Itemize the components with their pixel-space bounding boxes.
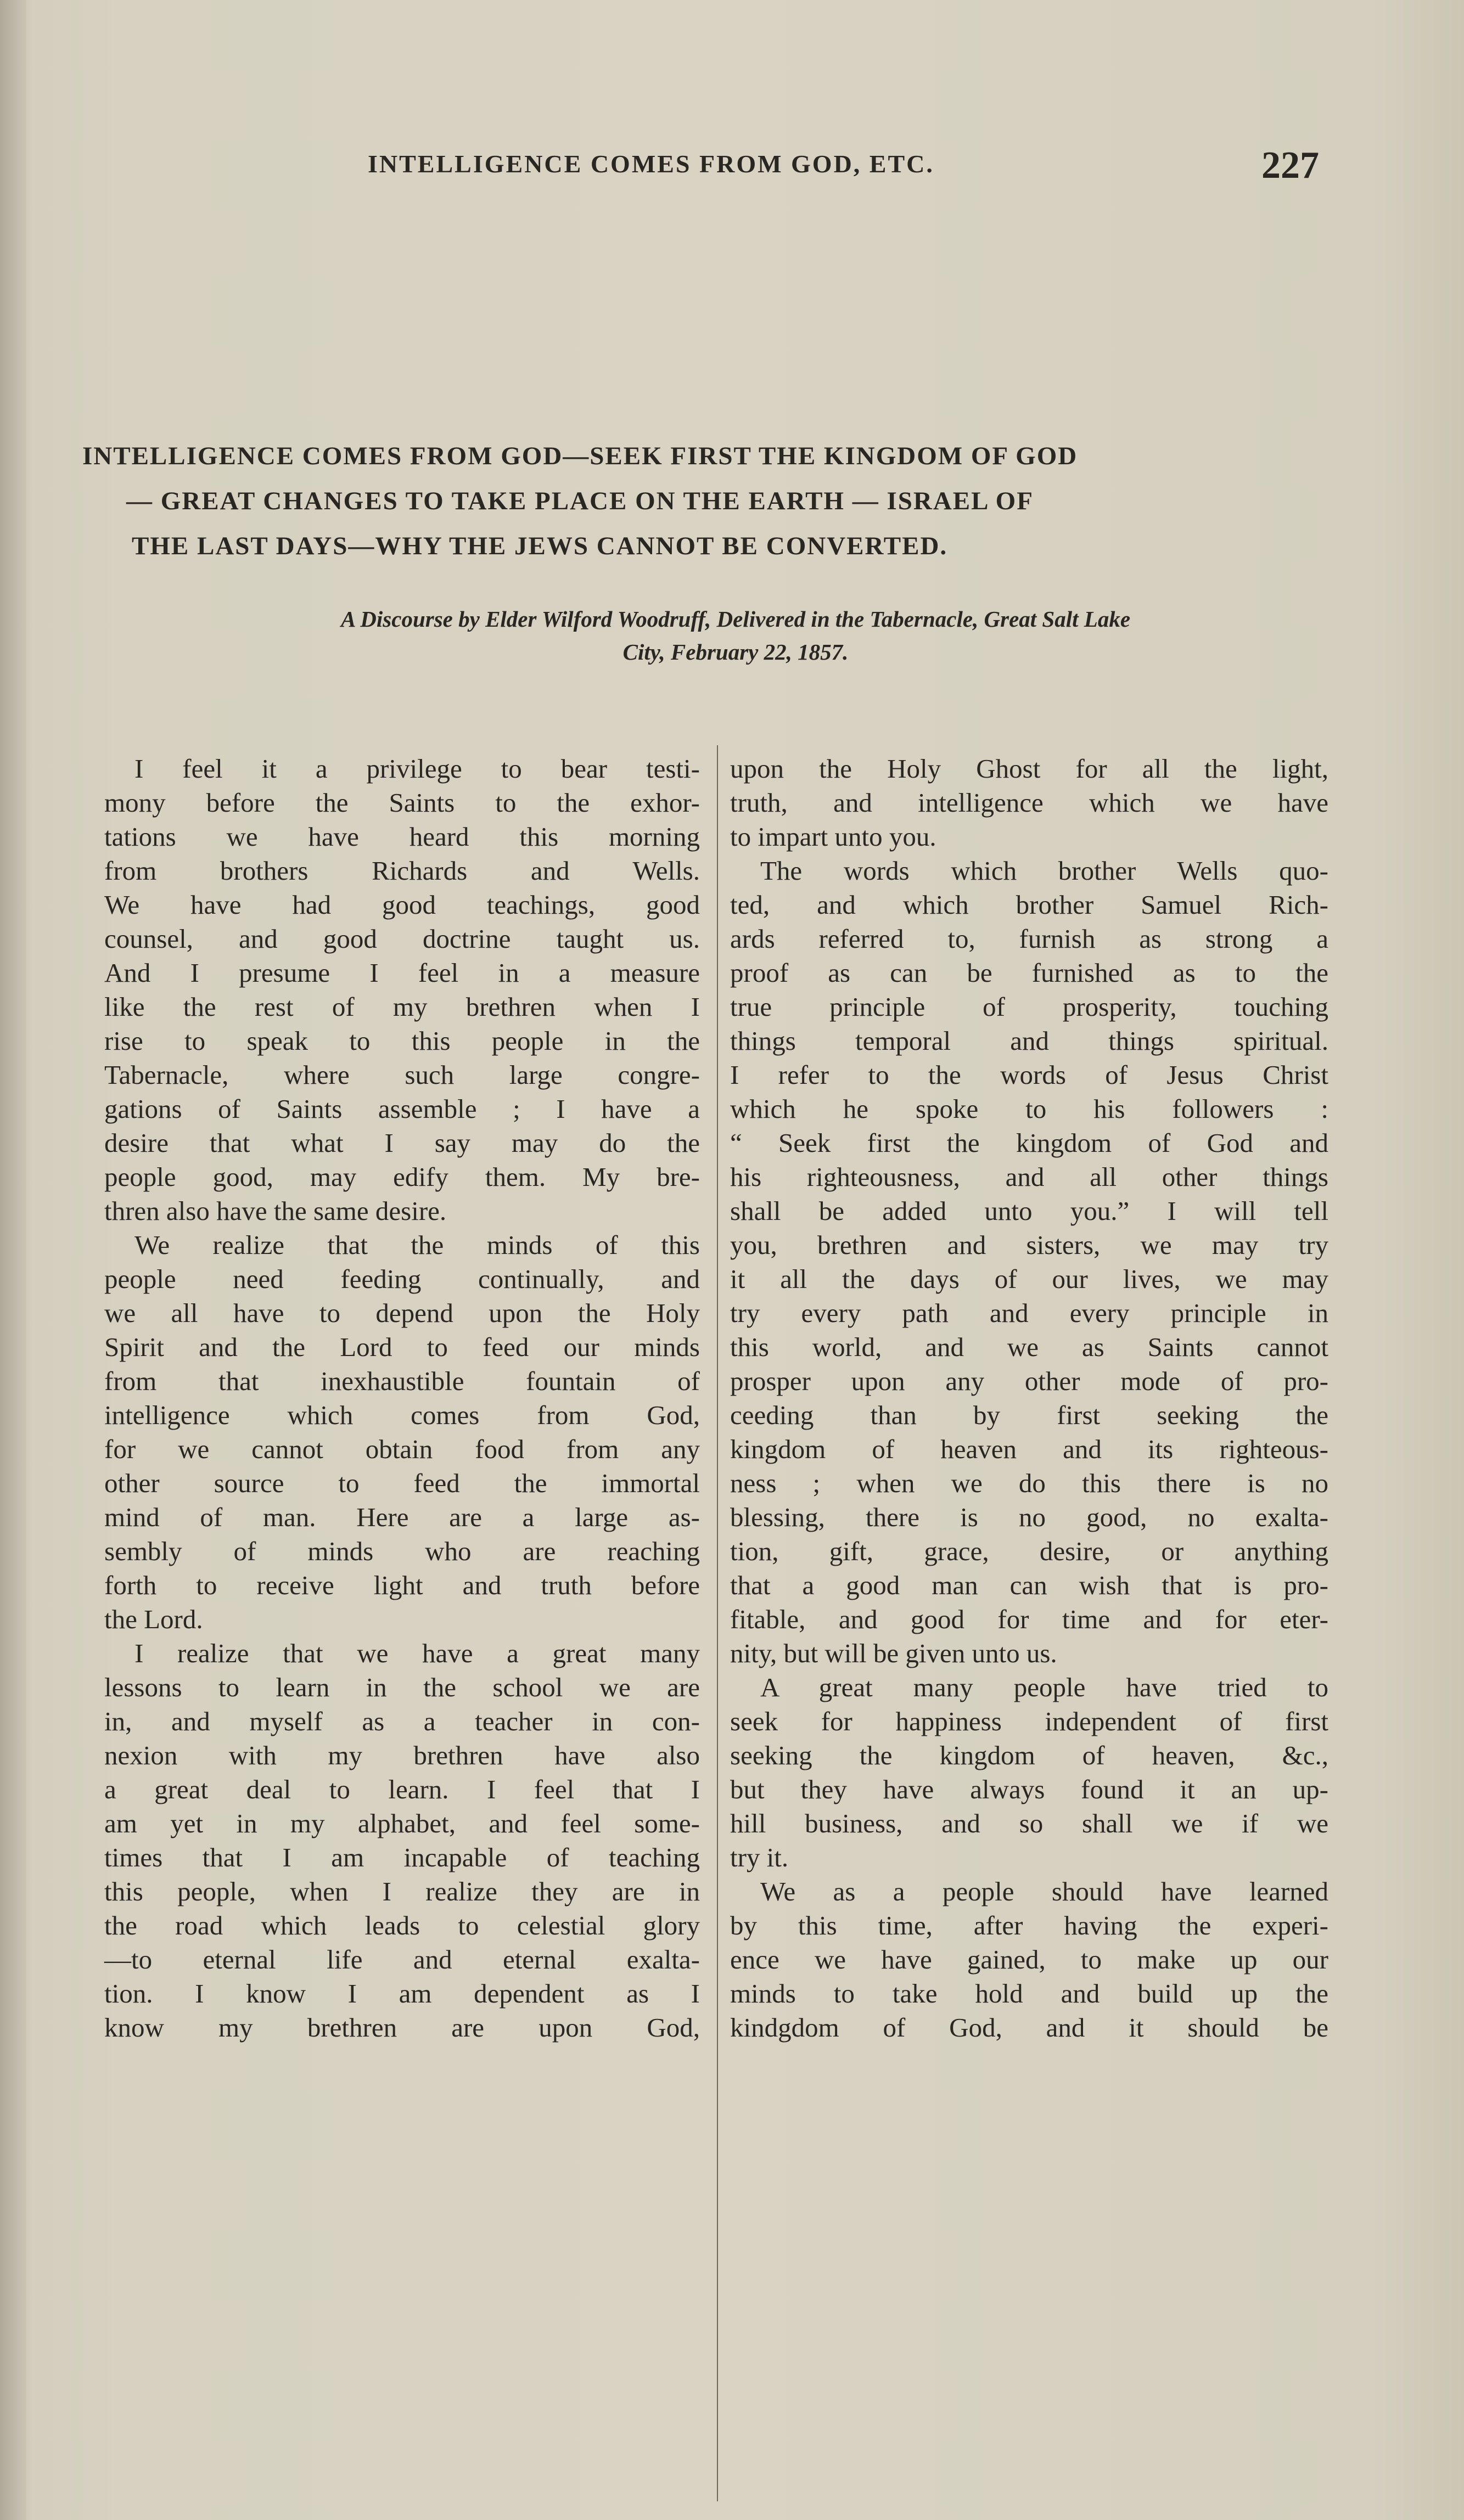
binding-shadow [0, 0, 26, 2520]
text-line: his righteousness, and all other things [730, 1162, 1328, 1192]
text-line: rise to speak to this people in the [104, 1026, 700, 1056]
text-line: We realize that the minds of this [134, 1230, 700, 1260]
text-line: counsel, and good doctrine taught us. [104, 924, 700, 954]
text-line: like the rest of my brethren when I [104, 992, 700, 1022]
text-line: seeking the kingdom of heaven, &c., [730, 1740, 1328, 1770]
text-line: ceeding than by first seeking the [730, 1400, 1328, 1430]
text-line: try it. [730, 1842, 789, 1872]
text-line: mind of man. Here are a large as- [104, 1502, 700, 1532]
text-line: A great many people have tried to [760, 1672, 1328, 1702]
text-line: tations we have heard this morning [104, 822, 700, 852]
text-line: from brothers Richards and Wells. [104, 856, 700, 886]
text-line: mony before the Saints to the exhor- [104, 788, 700, 818]
text-line: The words which brother Wells quo- [760, 856, 1328, 886]
page-number: 227 [1261, 144, 1319, 187]
text-line: prosper upon any other mode of pro- [730, 1366, 1328, 1396]
text-line: ness ; when we do this there is no [730, 1468, 1328, 1498]
text-line: this world, and we as Saints cannot [730, 1332, 1328, 1362]
text-line: hill business, and so shall we if we [730, 1808, 1328, 1838]
text-line: ted, and which brother Samuel Rich- [730, 890, 1328, 920]
text-line: this people, when I realize they are in [104, 1876, 700, 1906]
text-line: minds to take hold and build up the [730, 1978, 1328, 2009]
text-line: tion. I know I am dependent as I [104, 1978, 700, 2009]
text-line: Spirit and the Lord to feed our minds [104, 1332, 700, 1362]
text-line: I feel it a privilege to bear testi- [134, 753, 700, 784]
text-line: people need feeding continually, and [104, 1264, 700, 1294]
text-line: it all the days of our lives, we may [730, 1264, 1328, 1294]
text-line: And I presume I feel in a measure [104, 958, 700, 988]
text-line: nexion with my brethren have also [104, 1740, 700, 1770]
text-line: fitable, and good for time and for eter- [730, 1604, 1328, 1634]
text-line: ards referred to, furnish as strong a [730, 924, 1328, 954]
text-line: I refer to the words of Jesus Christ [730, 1060, 1328, 1090]
text-line: nity, but will be given unto us. [730, 1638, 1057, 1668]
text-line: proof as can be furnished as to the [730, 958, 1328, 988]
title-line: — GREAT CHANGES TO TAKE PLACE ON THE EARTH — ISRAEL OF [126, 487, 1034, 515]
text-line: upon the Holy Ghost for all the light, [730, 753, 1328, 784]
text-line: people good, may edify them. My bre- [104, 1162, 700, 1192]
subtitle-line: City, February 22, 1857. [622, 639, 849, 665]
text-line: to impart unto you. [730, 822, 936, 852]
text-line: the road which leads to celestial glory [104, 1910, 700, 1940]
text-line: other source to feed the immortal [104, 1468, 700, 1498]
text-line: the Lord. [104, 1604, 203, 1634]
running-title: INTELLIGENCE COMES FROM GOD, ETC. [368, 150, 934, 178]
text-line: thren also have the same desire. [104, 1196, 447, 1226]
left-column [104, 752, 700, 2045]
text-line: tion, gift, grace, desire, or anything [730, 1536, 1328, 1566]
running-head [0, 144, 1464, 193]
text-line: try every path and every principle in [730, 1298, 1328, 1328]
text-line: am yet in my alphabet, and feel some- [104, 1808, 700, 1838]
text-line: a great deal to learn. I feel that I [104, 1774, 700, 1804]
text-line: we all have to depend upon the Holy [104, 1298, 700, 1328]
text-line: seek for happiness independent of first [730, 1706, 1328, 1736]
discourse-subtitle [99, 603, 1372, 668]
text-line: Tabernacle, where such large congre- [104, 1060, 700, 1090]
title-line: THE LAST DAYS—WHY THE JEWS CANNOT BE CONVERTED. [132, 532, 948, 560]
text-line: We have had good teachings, good [104, 890, 700, 920]
text-line: know my brethren are upon God, [104, 2012, 700, 2043]
subtitle-line: A Discourse by Elder Wilford Woodruff, Delivered in the Tabernacle, Great Salt Lake [340, 606, 1131, 632]
text-line: which he spoke to his followers : [730, 1094, 1328, 1124]
text-line: “ Seek first the kingdom of God and [730, 1128, 1328, 1158]
text-line: desire that what I say may do the [104, 1128, 700, 1158]
text-line: gations of Saints assemble ; I have a [104, 1094, 700, 1124]
text-line: by this time, after having the experi- [730, 1910, 1328, 1940]
text-line: intelligence which comes from God, [104, 1400, 700, 1430]
text-line: you, brethren and sisters, we may try [730, 1230, 1328, 1260]
text-line: blessing, there is no good, no exalta- [730, 1502, 1328, 1532]
text-line: true principle of prosperity, touching [730, 992, 1328, 1022]
text-line: kindgdom of God, and it should be [730, 2012, 1328, 2043]
column-divider [717, 745, 718, 2501]
text-line: lessons to learn in the school we are [104, 1672, 700, 1702]
title-line: INTELLIGENCE COMES FROM GOD—SEEK FIRST THE KINGDOM OF GOD [82, 442, 1078, 470]
text-line: times that I am incapable of teaching [104, 1842, 700, 1872]
text-line: ence we have gained, to make up our [730, 1944, 1328, 1975]
text-line: kingdom of heaven and its righteous- [730, 1434, 1328, 1464]
text-line: forth to receive light and truth before [104, 1570, 700, 1600]
text-line: for we cannot obtain food from any [104, 1434, 700, 1464]
text-line: from that inexhaustible fountain of [104, 1366, 700, 1396]
text-line: in, and myself as a teacher in con- [104, 1706, 700, 1736]
text-line: —to eternal life and eternal exalta- [104, 1944, 700, 1975]
text-line: things temporal and things spiritual. [730, 1026, 1328, 1056]
text-line: that a good man can wish that is pro- [730, 1570, 1328, 1600]
text-line: shall be added unto you.” I will tell [730, 1196, 1328, 1226]
text-line: I realize that we have a great many [134, 1638, 700, 1668]
text-line: We as a people should have learned [760, 1876, 1328, 1906]
right-column [730, 752, 1328, 2045]
text-line: truth, and intelligence which we have [730, 788, 1328, 818]
discourse-title [82, 434, 1356, 569]
text-line: but they have always found it an up- [730, 1774, 1328, 1804]
text-line: sembly of minds who are reaching [104, 1536, 700, 1566]
